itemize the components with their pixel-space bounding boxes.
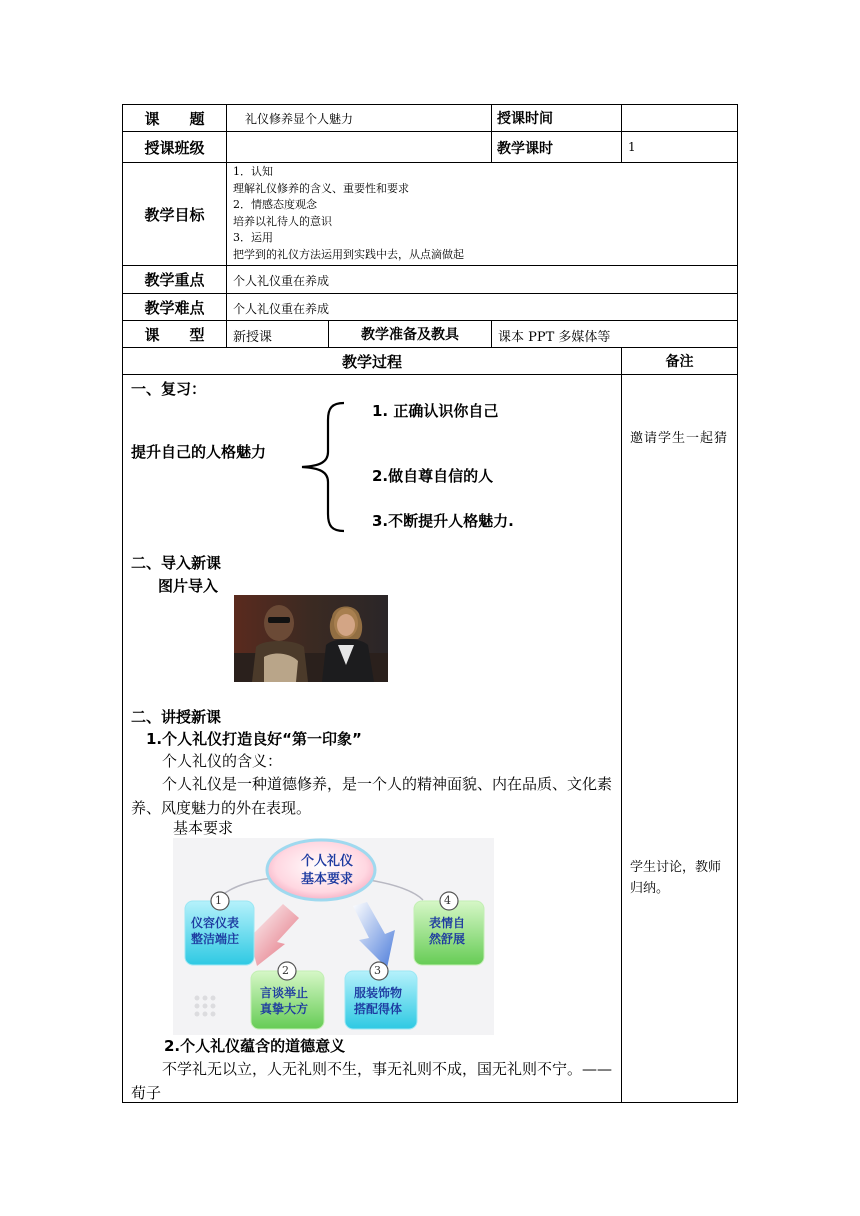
review-item-3: 3.不断提升人格魅力.	[372, 512, 514, 530]
badge-number-2: 2	[282, 964, 289, 977]
brace-icon	[298, 400, 348, 534]
review-center: 提升自己的人格魅力	[131, 443, 267, 461]
review-item-1: 1. 正确认识你自己	[372, 402, 499, 420]
badge-number-1: 1	[215, 894, 222, 907]
quote-text: 不学礼无以立，人无礼则不生，事无礼则不成，国无礼则不宁。——荀子	[131, 1060, 613, 1102]
process-title: 教学过程	[341, 352, 402, 371]
topic-label: 课 题	[144, 109, 205, 128]
req-item-4	[429, 915, 465, 947]
objective-line: 理解礼仪修养的含义、重要性和要求	[233, 181, 409, 195]
objective-line: 培养以礼待人的意识	[233, 214, 332, 228]
req-item-3-line2: 搭配得体	[354, 1002, 403, 1016]
intro-sub: 图片导入	[158, 577, 219, 595]
basic-req-label: 基本要求	[173, 819, 234, 837]
badge-number-3: 3	[374, 964, 381, 977]
badge-number-4: 4	[444, 894, 451, 907]
row-divider	[122, 374, 738, 375]
col-divider	[621, 347, 622, 1102]
req-item-2-line2: 真挚大方	[260, 1002, 309, 1016]
type-label: 课 型	[144, 325, 205, 344]
center-line-1: 个人礼仪	[301, 854, 354, 869]
req-item-3-line1: 服装饰物	[354, 986, 403, 1000]
req-item-2	[260, 985, 308, 1017]
meaning-label: 个人礼仪的含义：	[162, 752, 283, 770]
req-item-3	[354, 985, 402, 1017]
req-item-2-line1: 言谈举止	[260, 986, 309, 1000]
prep-label: 教学准备及教具	[361, 327, 459, 343]
req-item-4-line2: 然舒展	[429, 932, 466, 946]
notes-title: 备注	[665, 354, 694, 370]
difficulty-label: 教学难点	[144, 298, 205, 317]
note-discuss: 学生讨论，教师归纳。	[630, 860, 722, 896]
hours-label: 教学课时	[497, 141, 553, 157]
difficulty-value: 个人礼仪重在养成	[233, 302, 330, 316]
req-item-1-line2: 整洁端庄	[191, 932, 240, 946]
section2-title: 2.个人礼仪蕴含的道德意义	[164, 1037, 346, 1055]
prep-value: 课本 PPT 多媒体等	[498, 330, 611, 345]
hours-value: 1	[628, 140, 636, 154]
req-item-1	[191, 915, 239, 947]
col-divider	[621, 104, 622, 162]
note-invite: 邀请学生一起猜	[630, 431, 729, 446]
section1-title: 1.个人礼仪打造良好“第一印象”	[146, 730, 362, 748]
requirements-diagram	[173, 838, 494, 1035]
objective-line: 1．认知	[233, 165, 273, 178]
intro-photo	[234, 595, 388, 682]
col-divider	[491, 104, 492, 162]
intro-heading: 二、导入新课	[131, 554, 222, 572]
review-heading: 一、复习：	[131, 380, 207, 398]
objectives-label: 教学目标	[144, 205, 205, 224]
objective-line: 3．运用	[233, 231, 273, 245]
meaning-text: 个人礼仪是一种道德修养，是一个人的精神面貌、内在品质、文化素养、风度魅力的外在表现。	[131, 775, 613, 817]
key-label: 教学重点	[144, 271, 205, 289]
req-item-1-line1: 仪容仪表	[191, 916, 240, 930]
col-divider	[491, 320, 492, 347]
col-divider	[226, 104, 227, 347]
key-value: 个人礼仪重在养成	[233, 274, 330, 288]
review-item-2: 2.做自尊自信的人	[372, 467, 494, 485]
type-value: 新授课	[233, 330, 273, 345]
center-line-2: 基本要求	[301, 872, 354, 887]
class-label: 授课班级	[144, 138, 205, 157]
objective-line: 2．情感态度观念	[233, 198, 317, 212]
lecture-heading: 二、讲授新课	[131, 708, 222, 726]
time-label: 授课时间	[497, 111, 553, 127]
objectives-list	[233, 164, 464, 264]
topic-value: 礼仪修养显个人魅力	[245, 112, 354, 126]
table-border-right	[737, 104, 738, 1103]
objective-line: 把学到的礼仪方法运用到实践中去，从点滴做起	[233, 247, 464, 261]
req-item-4-line1: 表情自	[429, 916, 466, 930]
